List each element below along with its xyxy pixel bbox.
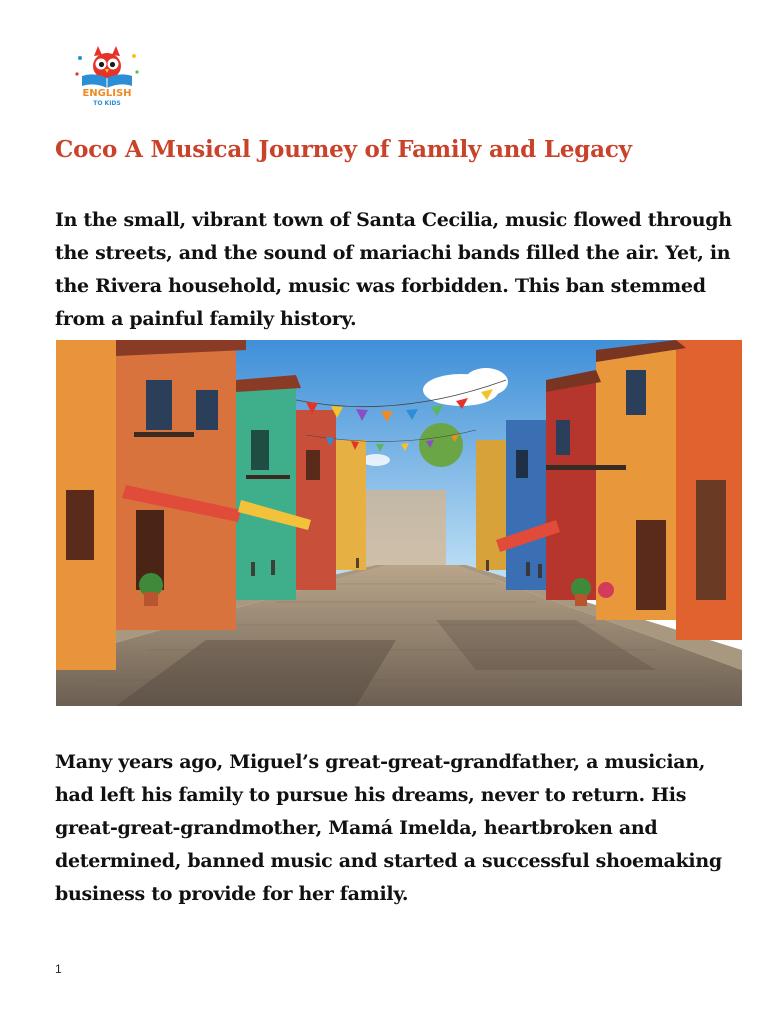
paragraph-intro: In the small, vibrant town of Santa Cecilia, music flowed through the streets, and the sound of mariachi bands filled the air. Yet, in the Rivera household, music was forbidden. This ban stemmed from a painful family history. <box>55 209 732 330</box>
street-scene-illustration <box>56 340 742 706</box>
logo-text-to-kids: TO KIDS <box>93 100 121 107</box>
document-title: Coco A Musical Journey of Family and Legacy <box>55 136 632 163</box>
logo-wordmark <box>82 88 131 107</box>
page-number: 1 <box>55 962 62 976</box>
logo-text-english: ENGLISH <box>82 88 132 99</box>
paragraph-history: Many years ago, Miguel’s great-great-grandfather, a musician, had left his family to pursue his dreams, never to return. His great-great-grandmother, Mamá Imelda, heartbroken and determined, banned music and started a successful shoemaking business to provide for her family. <box>55 751 722 905</box>
english-to-kids-logo <box>74 44 140 108</box>
